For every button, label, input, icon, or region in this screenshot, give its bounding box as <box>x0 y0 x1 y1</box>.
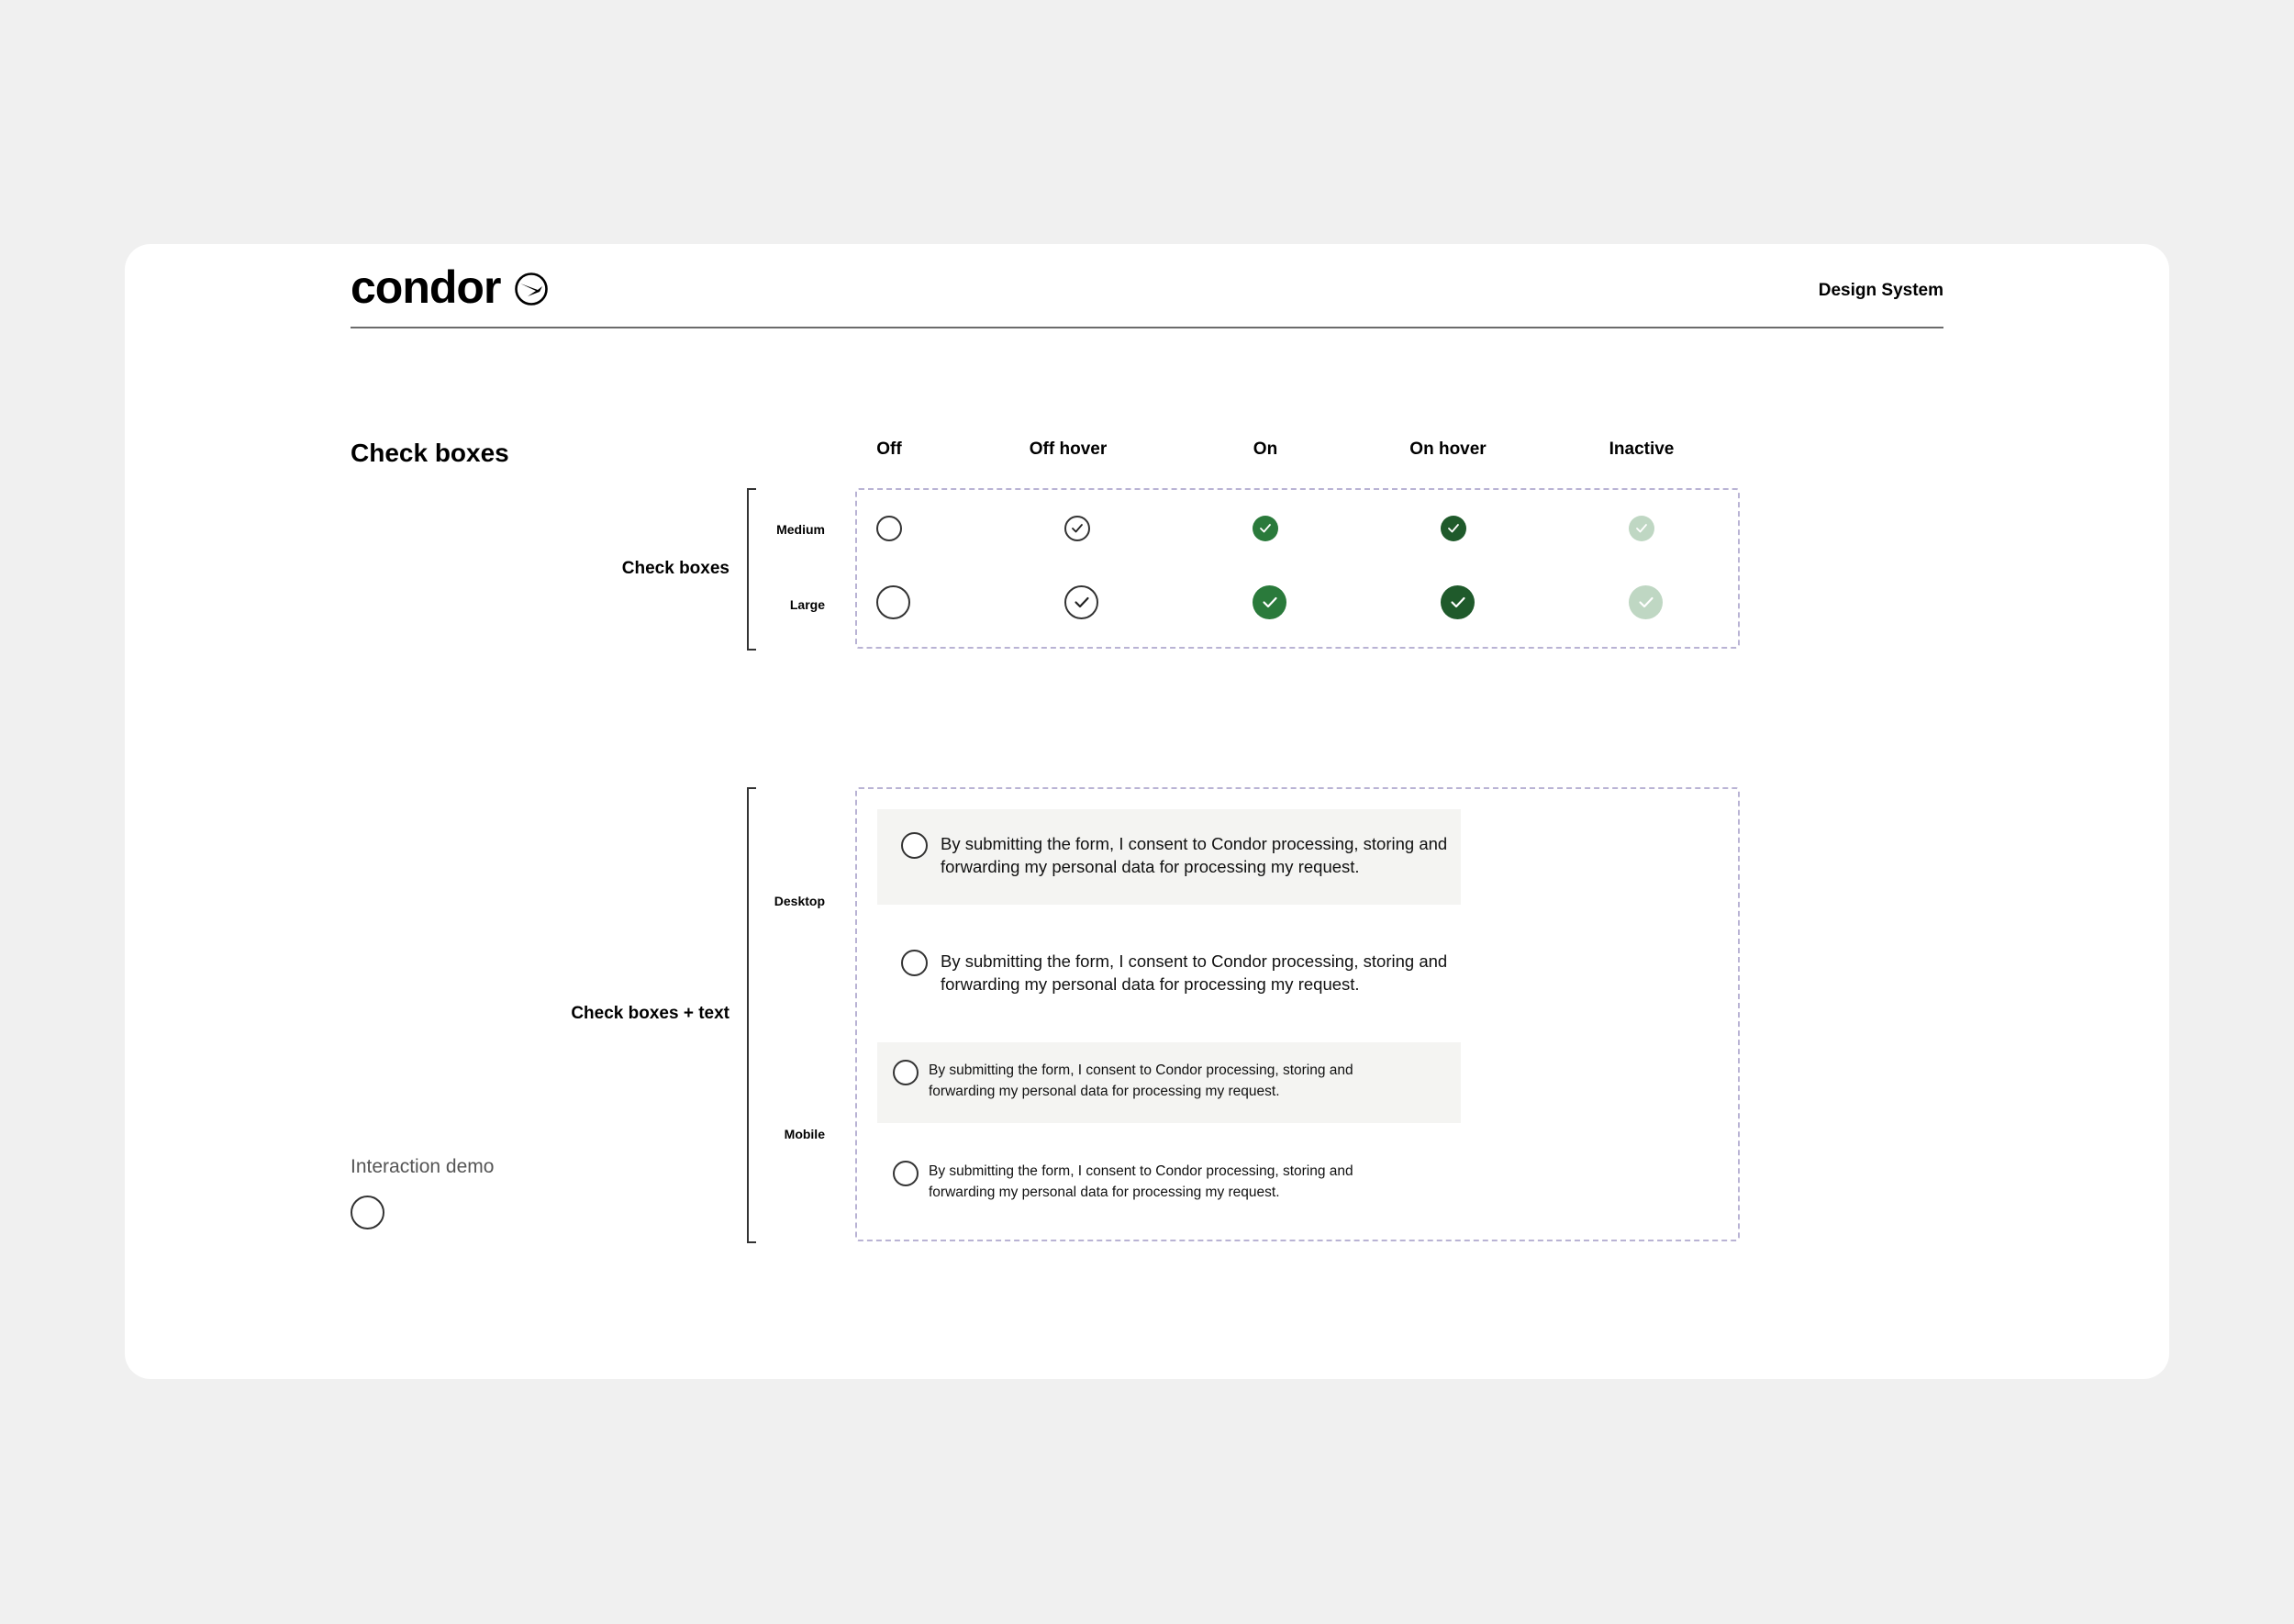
check-icon <box>1262 595 1278 609</box>
group-label-check-boxes: Check boxes <box>621 559 729 578</box>
consent-checkbox[interactable] <box>893 1060 919 1085</box>
consent-mobile-hover[interactable] <box>877 1042 1461 1123</box>
column-label-on: On <box>1253 439 1278 459</box>
checkbox-medium-on-hover[interactable] <box>1441 516 1466 541</box>
check-icon <box>1071 523 1084 534</box>
consent-checkbox[interactable] <box>901 950 928 976</box>
column-label-inactive: Inactive <box>1609 439 1675 459</box>
column-label-off: Off <box>876 439 902 459</box>
checkbox-large-inactive <box>1629 585 1663 619</box>
row-label-mobile: Mobile <box>784 1127 825 1141</box>
checkbox-large-on-hover[interactable] <box>1441 585 1475 619</box>
consent-mobile-default[interactable] <box>877 1143 1461 1224</box>
row-label-large: Large <box>789 597 825 612</box>
checkbox-large-on[interactable] <box>1253 585 1286 619</box>
header-design-system-label: Design System <box>1818 281 1943 300</box>
brand-logo-text: condor <box>351 261 501 313</box>
consent-text: By submitting the form, I consent to Condor processing, storing and forwarding my personal data for processing my request. <box>929 1062 1353 1099</box>
row-label-desktop: Desktop <box>774 894 825 908</box>
check-icon <box>1074 595 1090 609</box>
check-icon <box>1450 595 1466 609</box>
checkbox-medium-off[interactable] <box>876 516 902 541</box>
check-icon <box>1635 523 1648 534</box>
checkbox-large-off-hover[interactable] <box>1064 585 1098 619</box>
column-label-on-hover: On hover <box>1409 439 1487 459</box>
consent-checkbox[interactable] <box>901 832 928 859</box>
header-divider <box>351 327 1943 328</box>
checkbox-large-off[interactable] <box>876 585 910 619</box>
interaction-demo-label: Interaction demo <box>351 1156 495 1177</box>
check-icon <box>1259 523 1272 534</box>
consent-checkbox[interactable] <box>893 1161 919 1186</box>
design-system-card <box>125 244 2169 1379</box>
checkbox-medium-off-hover[interactable] <box>1064 516 1090 541</box>
check-icon <box>1447 523 1460 534</box>
group-label-check-boxes-text: Check boxes + text <box>571 1004 729 1023</box>
states-grid-frame <box>855 488 1740 649</box>
section-title: Check boxes <box>351 439 509 467</box>
consent-text: By submitting the form, I consent to Condor processing, storing and forwarding my personal data for processing my request. <box>941 834 1448 876</box>
condor-bird-icon <box>514 272 549 306</box>
checkbox-medium-on[interactable] <box>1253 516 1278 541</box>
row-label-medium: Medium <box>776 522 825 537</box>
check-icon <box>1638 595 1654 609</box>
checkbox-medium-inactive <box>1629 516 1654 541</box>
group-bracket-states <box>747 488 756 651</box>
consent-text: By submitting the form, I consent to Condor processing, storing and forwarding my personal data for processing my request. <box>929 1163 1353 1200</box>
group-bracket-text <box>747 787 756 1243</box>
consent-desktop-hover[interactable] <box>877 809 1461 905</box>
consent-text: By submitting the form, I consent to Condor processing, storing and forwarding my personal data for processing my request. <box>941 951 1448 994</box>
consent-desktop-default[interactable] <box>877 927 1461 1022</box>
column-label-off-hover: Off hover <box>1029 439 1108 459</box>
interaction-demo-checkbox[interactable] <box>351 1196 384 1229</box>
